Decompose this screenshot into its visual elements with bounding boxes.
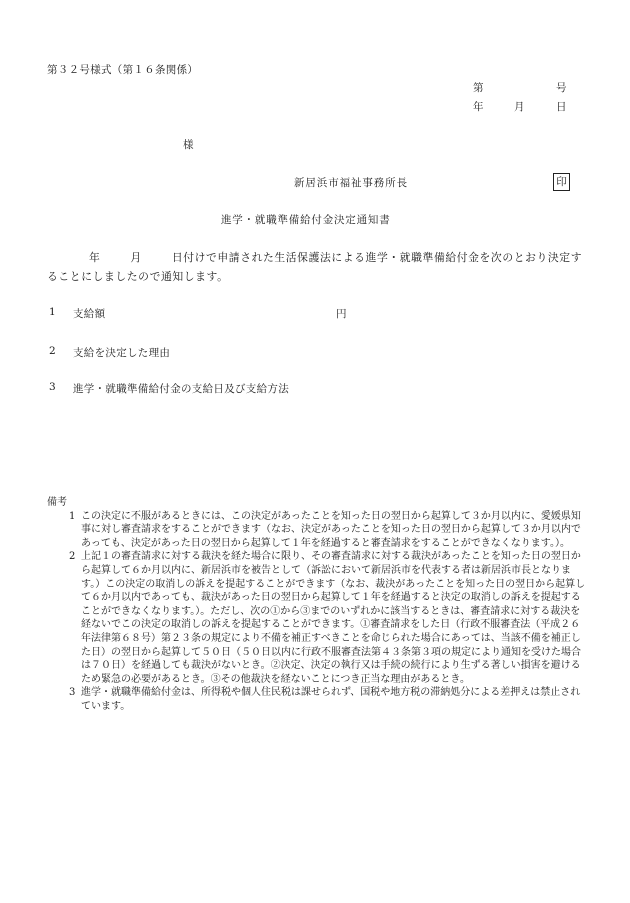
date-month: 月 <box>514 101 525 113</box>
note-item <box>57 686 587 713</box>
note-number: 3 <box>69 687 76 699</box>
number-dai: 第 <box>473 82 484 94</box>
notes-heading: 備考 <box>47 497 67 508</box>
notes-section <box>47 496 587 714</box>
note-number: 1 <box>69 510 76 522</box>
intro-year: 年 <box>89 251 101 264</box>
item-3-number: 3 <box>49 381 56 393</box>
number-go: 号 <box>556 82 567 94</box>
note-text: 上記１の審査請求に対する裁決を経た場合に限り、その審査請求に対する裁決があったことを知った日の翌日から起算して６か月以内に、新居浜市を被告として（訴訟において新居浜市を代表する者は新居浜市長となります。）この決定の取消しの訴えを提起することができます（なお、裁決があったことを知った日の翌日から起算して６か月以内であっても、裁決があった日の翌日から起算して１年を経過すると決定の取消しの訴えを提起することができなくなります。）。ただし、次の①から③までのいずれかに該当するときは、審査請求に対する裁決を経ないでこの決定の取消しの訴えを提起することができます。①審査請求をした日（行政不服審査法（平成２６年法律第６８号）第２３条の規定により不備を補正すべきことを命じられた場合にあっては、当該不備を補正した日）の翌日から起算して５０日（５０日以内に行政不服審査法第４３条第３項の規定により通知を受けた場合は７０日）を経過しても裁決がないとき。②決定、決定の執行又は手続の続行により生ずる著しい損害を避けるため緊急の必要があるとき。③その他裁決を経ないことにつき正当な理由があるとき。 <box>81 551 586 685</box>
date-year: 年 <box>473 101 484 113</box>
item-1-label: 支給額 <box>73 308 106 320</box>
item-1-unit: 円 <box>336 308 347 320</box>
intro-paragraph <box>47 248 583 286</box>
intro-text: 日付けで申請された生活保護法による進学・就職準備給付金を次のとおり決定することにしましたので通知します。 <box>47 251 583 283</box>
seal-stamp: 印 <box>553 173 570 191</box>
addressee-suffix: 様 <box>183 139 194 151</box>
note-number: 2 <box>69 551 76 563</box>
note-text: 進学・就職準備給付金は、所得税や個人住民税は課せられず、国税や地方税の滞納処分による差押えは禁止されています。 <box>81 687 581 712</box>
note-item <box>57 550 587 686</box>
item-1-number: 1 <box>49 306 56 318</box>
item-2-label: 支給を決定した理由 <box>73 347 171 359</box>
document-title: 進学・就職準備給付金決定通知書 <box>221 214 391 226</box>
date-day: 日 <box>556 101 567 113</box>
item-2-number: 2 <box>49 345 56 357</box>
form-label: 第３２号様式（第１６条関係） <box>47 64 199 76</box>
intro-month: 月 <box>130 251 142 264</box>
issuer: 新居浜市福祉事務所長 <box>294 177 408 189</box>
item-3-label: 進学・就職準備給付金の支給日及び支給方法 <box>73 383 289 395</box>
note-text: この決定に不服があるときには、この決定があったことを知った日の翌日から起算して３か月以内に、愛媛県知事に対し審査請求をすることができます（なお、決定があったことを知った日の翌日から起算して３か月以内であっても、決定があった日の翌日から起算して１年を経過すると審査請求をすることができなくなります。）。 <box>81 510 581 549</box>
note-item <box>57 510 587 551</box>
